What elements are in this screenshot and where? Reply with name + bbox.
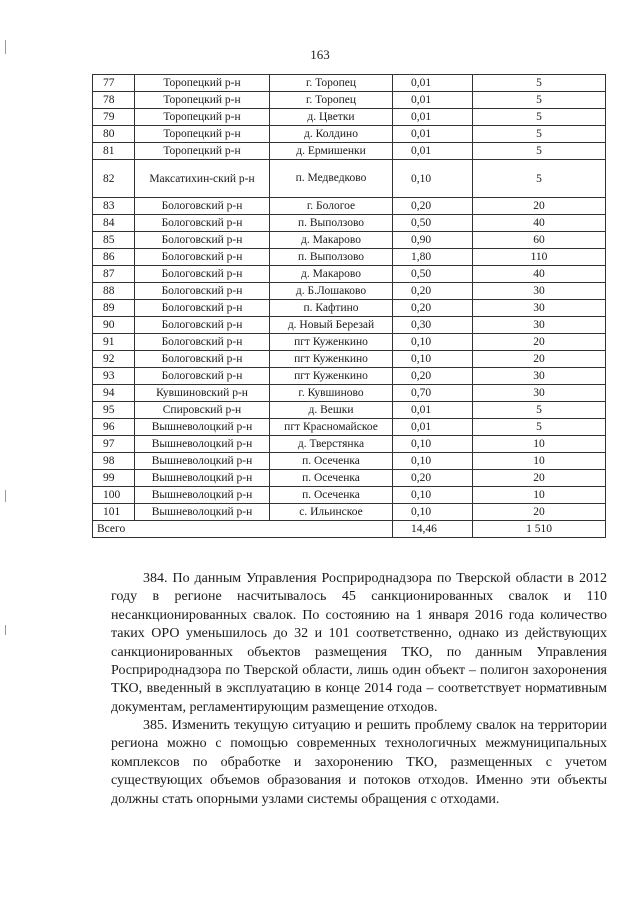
district-cell: Торопецкий р-н bbox=[135, 75, 270, 92]
volume-cell: 20 bbox=[473, 504, 606, 521]
settlement-cell: с. Ильинское bbox=[270, 504, 393, 521]
row-number: 81 bbox=[93, 143, 135, 160]
row-number: 100 bbox=[93, 487, 135, 504]
district-cell: Вышневолоцкий р-н bbox=[135, 436, 270, 453]
district-cell: Бологовский р-н bbox=[135, 300, 270, 317]
settlement-cell: г. Торопец bbox=[270, 75, 393, 92]
area-cell: 0,01 bbox=[393, 109, 473, 126]
table-row bbox=[93, 198, 606, 215]
area-cell: 0,20 bbox=[393, 300, 473, 317]
area-cell: 0,20 bbox=[393, 198, 473, 215]
total-label: Всего bbox=[93, 521, 393, 538]
settlement-cell: п. Выползово bbox=[270, 249, 393, 266]
row-number: 91 bbox=[93, 334, 135, 351]
volume-cell: 5 bbox=[473, 143, 606, 160]
landfill-table bbox=[92, 74, 606, 538]
table-row bbox=[93, 453, 606, 470]
row-number: 88 bbox=[93, 283, 135, 300]
volume-cell: 30 bbox=[473, 283, 606, 300]
table-row bbox=[93, 334, 606, 351]
row-number: 94 bbox=[93, 385, 135, 402]
table-row bbox=[93, 470, 606, 487]
volume-cell: 30 bbox=[473, 368, 606, 385]
scan-margin-mark bbox=[5, 490, 6, 502]
district-cell: Бологовский р-н bbox=[135, 198, 270, 215]
row-number: 95 bbox=[93, 402, 135, 419]
volume-cell: 5 bbox=[473, 109, 606, 126]
district-cell: Бологовский р-н bbox=[135, 266, 270, 283]
volume-cell: 10 bbox=[473, 453, 606, 470]
area-cell: 0,10 bbox=[393, 504, 473, 521]
row-number: 98 bbox=[93, 453, 135, 470]
settlement-cell: пгт Куженкино bbox=[270, 334, 393, 351]
area-cell: 0,50 bbox=[393, 215, 473, 232]
area-cell: 0,10 bbox=[393, 334, 473, 351]
area-cell: 0,20 bbox=[393, 368, 473, 385]
row-number: 96 bbox=[93, 419, 135, 436]
row-number: 82 bbox=[93, 160, 135, 198]
row-number: 97 bbox=[93, 436, 135, 453]
area-cell: 0,20 bbox=[393, 283, 473, 300]
district-cell: Вышневолоцкий р-н bbox=[135, 453, 270, 470]
district-cell: Вышневолоцкий р-н bbox=[135, 419, 270, 436]
district-cell: Бологовский р-н bbox=[135, 351, 270, 368]
area-cell: 0,01 bbox=[393, 92, 473, 109]
settlement-cell: г. Торопец bbox=[270, 92, 393, 109]
area-cell: 0,90 bbox=[393, 232, 473, 249]
row-number: 99 bbox=[93, 470, 135, 487]
district-cell: Максатихин-ский р-н bbox=[135, 160, 270, 198]
settlement-cell: пгт Куженкино bbox=[270, 351, 393, 368]
settlement-cell: д. Ермишенки bbox=[270, 143, 393, 160]
row-number: 93 bbox=[93, 368, 135, 385]
table-row bbox=[93, 126, 606, 143]
settlement-cell: пгт Красномайское bbox=[270, 419, 393, 436]
table-row bbox=[93, 92, 606, 109]
area-cell: 0,30 bbox=[393, 317, 473, 334]
table-row bbox=[93, 436, 606, 453]
area-cell: 0,20 bbox=[393, 470, 473, 487]
table-row bbox=[93, 232, 606, 249]
row-number: 89 bbox=[93, 300, 135, 317]
area-cell: 0,01 bbox=[393, 402, 473, 419]
row-number: 77 bbox=[93, 75, 135, 92]
volume-cell: 20 bbox=[473, 470, 606, 487]
total-area: 14,46 bbox=[393, 521, 473, 538]
volume-cell: 5 bbox=[473, 75, 606, 92]
volume-cell: 5 bbox=[473, 160, 606, 198]
volume-cell: 110 bbox=[473, 249, 606, 266]
table-row bbox=[93, 385, 606, 402]
area-cell: 1,80 bbox=[393, 249, 473, 266]
district-cell: Торопецкий р-н bbox=[135, 92, 270, 109]
table-row bbox=[93, 351, 606, 368]
area-cell: 0,10 bbox=[393, 453, 473, 470]
area-cell: 0,10 bbox=[393, 487, 473, 504]
volume-cell: 60 bbox=[473, 232, 606, 249]
settlement-cell: п. Кафтино bbox=[270, 300, 393, 317]
area-cell: 0,10 bbox=[393, 160, 473, 198]
district-cell: Бологовский р-н bbox=[135, 317, 270, 334]
area-cell: 0,70 bbox=[393, 385, 473, 402]
area-cell: 0,01 bbox=[393, 419, 473, 436]
district-cell: Вышневолоцкий р-н bbox=[135, 487, 270, 504]
table-body bbox=[93, 75, 606, 538]
district-cell: Спировский р-н bbox=[135, 402, 270, 419]
area-cell: 0,50 bbox=[393, 266, 473, 283]
table-row bbox=[93, 402, 606, 419]
table-row bbox=[93, 143, 606, 160]
district-cell: Бологовский р-н bbox=[135, 368, 270, 385]
settlement-cell: д. Колдино bbox=[270, 126, 393, 143]
district-cell: Бологовский р-н bbox=[135, 334, 270, 351]
row-number: 86 bbox=[93, 249, 135, 266]
table-row bbox=[93, 160, 606, 198]
paragraph-384: 384. По данным Управления Росприроднадзора по Тверской области в 2012 году в регионе насчитывалось 45 санкционированных свалок и 110 несанкционированных свалок. По состоянию на 1 января 2016 года количество таких ОРО уменьшилось до 32 и 101 соответственно, однако из действующих санкционированных объектов размещения ТКО, по данным Управления Росприроднадзора по Тверской области, лишь один объект – полигон захоронения ТКО, введенный в эксплуатацию в конце 2014 года – соответствует нормативным документам, регламентирующим размещение отходов. bbox=[111, 571, 607, 715]
row-number: 92 bbox=[93, 351, 135, 368]
settlement-cell: г. Кувшиново bbox=[270, 385, 393, 402]
area-cell: 0,10 bbox=[393, 351, 473, 368]
district-cell: Вышневолоцкий р-н bbox=[135, 470, 270, 487]
area-cell: 0,01 bbox=[393, 143, 473, 160]
paragraph-385: 385. Изменить текущую ситуацию и решить проблему свалок на территории региона можно с помощью современных технологичных межмуниципальных комплексов по обработке и захоронению ТКО, размещенных с учетом существующих объемов образования и потоков отходов. Именно эти объекты должны стать опорными узлами системы обращения с отходами. bbox=[111, 718, 607, 807]
table-row bbox=[93, 249, 606, 266]
table-row bbox=[93, 504, 606, 521]
table-row bbox=[93, 368, 606, 385]
settlement-cell: д. Б.Лошаково bbox=[270, 283, 393, 300]
settlement-cell: п. Осеченка bbox=[270, 453, 393, 470]
table-row bbox=[93, 75, 606, 92]
district-cell: Торопецкий р-н bbox=[135, 126, 270, 143]
table-row bbox=[93, 283, 606, 300]
district-cell: Торопецкий р-н bbox=[135, 109, 270, 126]
table-row bbox=[93, 487, 606, 504]
area-cell: 0,10 bbox=[393, 436, 473, 453]
settlement-cell: д. Новый Березай bbox=[270, 317, 393, 334]
settlement-cell: пгт Куженкино bbox=[270, 368, 393, 385]
settlement-cell: д. Макарово bbox=[270, 266, 393, 283]
volume-cell: 5 bbox=[473, 92, 606, 109]
table-row bbox=[93, 266, 606, 283]
volume-cell: 30 bbox=[473, 300, 606, 317]
settlement-cell: д. Цветки bbox=[270, 109, 393, 126]
district-cell: Торопецкий р-н bbox=[135, 143, 270, 160]
volume-cell: 5 bbox=[473, 402, 606, 419]
volume-cell: 40 bbox=[473, 266, 606, 283]
row-number: 84 bbox=[93, 215, 135, 232]
volume-cell: 10 bbox=[473, 487, 606, 504]
row-number: 90 bbox=[93, 317, 135, 334]
volume-cell: 20 bbox=[473, 351, 606, 368]
district-cell: Бологовский р-н bbox=[135, 215, 270, 232]
area-cell: 0,01 bbox=[393, 126, 473, 143]
settlement-cell: п. Осеченка bbox=[270, 470, 393, 487]
settlement-cell: п. Выползово bbox=[270, 215, 393, 232]
volume-cell: 30 bbox=[473, 317, 606, 334]
settlement-cell: п. Медведково bbox=[270, 160, 393, 198]
table-row bbox=[93, 419, 606, 436]
row-number: 101 bbox=[93, 504, 135, 521]
settlement-cell: г. Бологое bbox=[270, 198, 393, 215]
settlement-cell: д. Тверстянка bbox=[270, 436, 393, 453]
total-volume: 1 510 bbox=[473, 521, 606, 538]
table-row bbox=[93, 300, 606, 317]
volume-cell: 5 bbox=[473, 126, 606, 143]
total-row bbox=[93, 521, 606, 538]
scan-margin-mark bbox=[5, 625, 6, 635]
table-row bbox=[93, 317, 606, 334]
table-row bbox=[93, 109, 606, 126]
district-cell: Вышневолоцкий р-н bbox=[135, 504, 270, 521]
row-number: 83 bbox=[93, 198, 135, 215]
district-cell: Кувшиновский р-н bbox=[135, 385, 270, 402]
volume-cell: 30 bbox=[473, 385, 606, 402]
row-number: 79 bbox=[93, 109, 135, 126]
district-cell: Бологовский р-н bbox=[135, 232, 270, 249]
row-number: 78 bbox=[93, 92, 135, 109]
row-number: 87 bbox=[93, 266, 135, 283]
district-cell: Бологовский р-н bbox=[135, 249, 270, 266]
table-row bbox=[93, 215, 606, 232]
row-number: 80 bbox=[93, 126, 135, 143]
volume-cell: 5 bbox=[473, 419, 606, 436]
volume-cell: 40 bbox=[473, 215, 606, 232]
area-cell: 0,01 bbox=[393, 75, 473, 92]
settlement-cell: д. Макарово bbox=[270, 232, 393, 249]
row-number: 85 bbox=[93, 232, 135, 249]
district-cell: Бологовский р-н bbox=[135, 283, 270, 300]
volume-cell: 20 bbox=[473, 334, 606, 351]
page-number: 163 bbox=[310, 47, 330, 62]
settlement-cell: п. Осеченка bbox=[270, 487, 393, 504]
volume-cell: 10 bbox=[473, 436, 606, 453]
settlement-cell: д. Вешки bbox=[270, 402, 393, 419]
volume-cell: 20 bbox=[473, 198, 606, 215]
